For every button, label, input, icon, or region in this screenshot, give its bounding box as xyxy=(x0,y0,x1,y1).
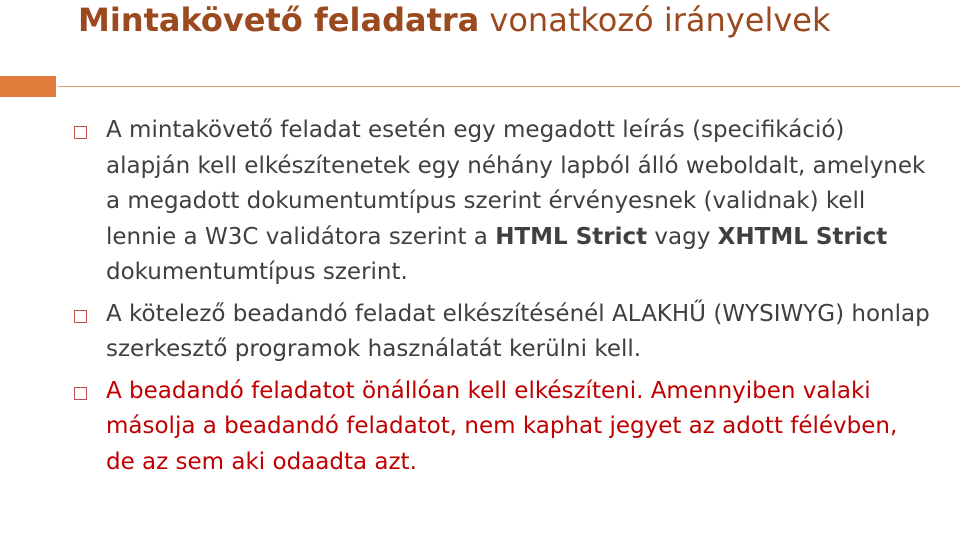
accent-line xyxy=(58,86,960,87)
bullet-text-bold: HTML Strict xyxy=(495,223,648,250)
slide-title xyxy=(78,0,830,40)
bullet-text-part: dokumentumtípus szerint. xyxy=(106,259,408,285)
accent-square xyxy=(0,76,56,97)
slide-title-rest: vonatkozó irányelvek xyxy=(479,1,831,39)
bullet-item-validation xyxy=(72,113,932,291)
bullet-item-plagiarism xyxy=(72,374,932,481)
bullet-list xyxy=(72,113,932,486)
bullet-text: A beadandó feladatot önállóan kell elkészíteni. Amennyiben valaki másolja a beadandó feladatot, nem kaphat jegyet az adott félévben, de az sem aki odaadta azt. xyxy=(106,377,898,475)
slide-title-bold: Mintakövető feladatra xyxy=(78,1,480,39)
bullet-text-part: A mintakövető feladat esetén egy megadott leírás (specifikáció) alapján kell elkészítenetek egy néhány lapból álló weboldalt, amelynek a megadott dokumentumtípus szerint érvényesnek (validnak) kell lennie a W3C validátora szerint a xyxy=(106,117,926,250)
hollow-square-bullet-icon xyxy=(74,310,87,323)
hollow-square-bullet-icon xyxy=(74,126,87,139)
bullet-text-bold: XHTML Strict xyxy=(717,223,888,250)
bullet-text-part: vagy xyxy=(647,223,718,250)
bullet-text: A kötelező beadandó feladat elkészítésénél ALAKHŰ (WYSIWYG) honlap szerkesztő programok használatát kerülni kell. xyxy=(106,300,930,362)
hollow-square-bullet-icon xyxy=(74,387,87,400)
bullet-item-wysiwyg xyxy=(72,297,932,368)
